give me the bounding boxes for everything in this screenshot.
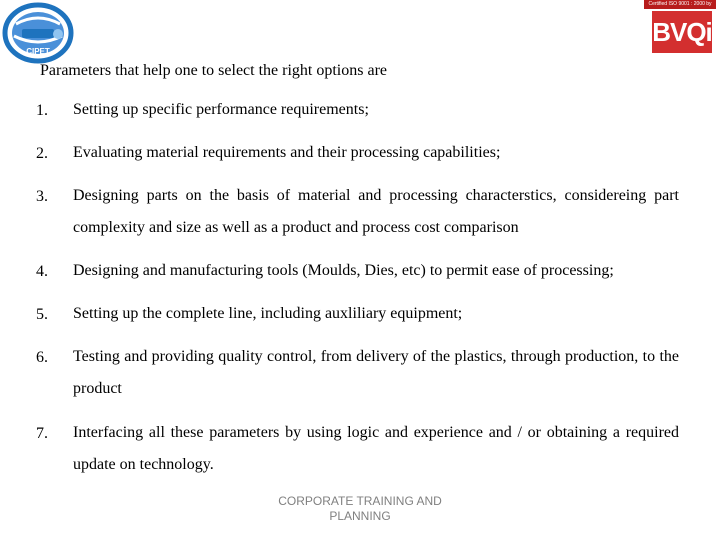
cipet-logo (2, 2, 74, 64)
list-item: Setting up the complete line, including auxliliary equipment; (73, 305, 463, 322)
item-number: 7. (36, 425, 48, 442)
footer-line-2: PLANNING (329, 509, 391, 523)
bvqi-logo (644, 0, 716, 54)
bvqi-brand-mark: BVQi (652, 11, 712, 53)
list-item: Evaluating material requirements and their processing capabilities; (73, 144, 501, 161)
certification-banner: Certified ISO 9001 : 2000 by (644, 0, 716, 9)
cipet-logo-graphic (2, 2, 74, 64)
cipet-logo-label: CIPET (26, 47, 50, 56)
footer (260, 494, 460, 524)
intro-text: Parameters that help one to select the right options are (40, 62, 387, 79)
list-item: Designing and manufacturing tools (Moulds, Dies, etc) to permit ease of processing; (73, 262, 614, 279)
item-number: 1. (36, 102, 48, 119)
item-number: 3. (36, 188, 48, 205)
item-number: 2. (36, 145, 48, 162)
list-item: Testing and providing quality control, from delivery of the plastics, through production, to the product (73, 348, 679, 397)
footer-line-1: CORPORATE TRAINING AND (278, 494, 442, 508)
list-item: Designing parts on the basis of material and processing characterstics, considereing part complexity and size as well as a product and process cost comparison (73, 187, 679, 236)
item-number: 5. (36, 306, 48, 323)
list-item: Setting up specific performance requirements; (73, 101, 369, 118)
item-number: 6. (36, 349, 48, 366)
item-number: 4. (36, 263, 48, 280)
list-item: Interfacing all these parameters by using logic and experience and / or obtaining a required update on technology. (73, 424, 679, 473)
